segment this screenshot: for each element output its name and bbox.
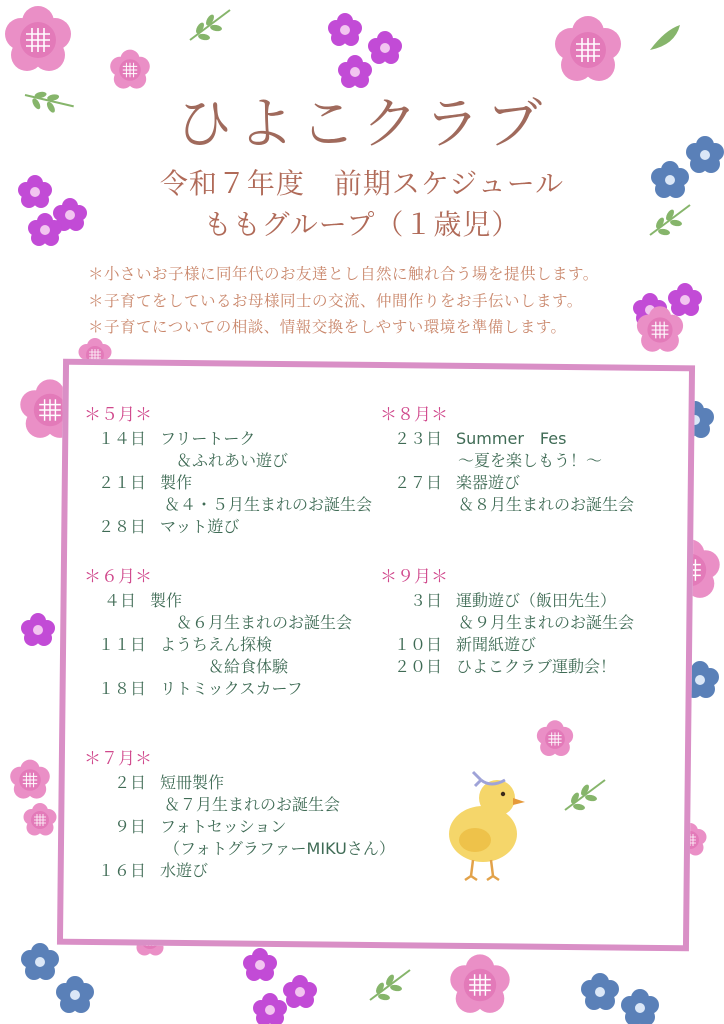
month-june bbox=[84, 566, 352, 700]
month-may bbox=[84, 404, 372, 538]
event: 新聞紙遊び bbox=[456, 635, 537, 654]
schedule-row bbox=[84, 772, 395, 794]
event-note: ～夏を楽しもう！～ bbox=[458, 451, 603, 470]
intro-line-1: ＊小さいお子様に同年代のお友達とし自然に触れ合う場を提供します。 bbox=[88, 265, 599, 283]
event-note: ＆４・５月生まれのお誕生会 bbox=[164, 495, 373, 514]
date: １６日 bbox=[97, 861, 146, 880]
schedule-row bbox=[84, 634, 352, 656]
schedule-row bbox=[84, 516, 372, 538]
month-heading: ＊６月＊ bbox=[84, 567, 152, 587]
month-heading: ＊５月＊ bbox=[84, 405, 152, 425]
event: 製作 bbox=[160, 473, 193, 492]
schedule-row bbox=[84, 472, 372, 494]
month-july bbox=[84, 748, 395, 882]
schedule-row bbox=[84, 860, 395, 882]
date: ２３日 bbox=[393, 429, 442, 448]
month-september bbox=[380, 566, 634, 678]
event: フリートーク bbox=[160, 429, 256, 448]
date: ９日 bbox=[113, 817, 146, 836]
date: ３日 bbox=[409, 591, 442, 610]
schedule-row bbox=[380, 634, 634, 656]
month-heading: ＊８月＊ bbox=[380, 405, 448, 425]
schedule-row bbox=[84, 678, 352, 700]
date: ２日 bbox=[113, 773, 146, 792]
event-note: ＆給食体験 bbox=[208, 657, 289, 676]
date: ２８日 bbox=[97, 517, 146, 536]
intro-line-2: ＊子育てをしているお母様同士の交流、仲間作りをお手伝いします。 bbox=[88, 292, 583, 310]
date: １４日 bbox=[97, 429, 146, 448]
date: １８日 bbox=[97, 679, 146, 698]
event: Summer Fes bbox=[456, 429, 567, 448]
event-note: ＆ふれあい遊び bbox=[176, 451, 289, 470]
schedule-row bbox=[380, 590, 634, 612]
event: フォトセッション bbox=[160, 817, 287, 836]
date: ４日 bbox=[103, 591, 136, 610]
event-note: （フォトグラファーMIKUさん） bbox=[164, 839, 395, 858]
event: 運動遊び（飯田先生） bbox=[456, 591, 617, 610]
schedule-row bbox=[380, 656, 634, 678]
pink-flower-icon bbox=[530, 714, 580, 764]
event: ひよこクラブ運動会！ bbox=[456, 657, 617, 676]
leaf-sprig-icon bbox=[560, 760, 630, 820]
date: ２７日 bbox=[393, 473, 442, 492]
date: ２０日 bbox=[393, 657, 442, 676]
schedule-row bbox=[84, 428, 372, 450]
event-note: ＆６月生まれのお誕生会 bbox=[176, 613, 353, 632]
schedule-row bbox=[380, 472, 634, 494]
event: ようちえん探検 bbox=[160, 635, 273, 654]
event-note: ＆７月生まれのお誕生会 bbox=[164, 795, 341, 814]
date: ２１日 bbox=[97, 473, 146, 492]
schedule-subtitle: 令和７年度 前期スケジュール bbox=[159, 167, 565, 200]
event: 製作 bbox=[150, 591, 183, 610]
schedule-row bbox=[380, 428, 634, 450]
event: 水遊び bbox=[160, 861, 209, 880]
month-heading: ＊７月＊ bbox=[84, 749, 152, 769]
date: １０日 bbox=[393, 635, 442, 654]
group-subtitle: ももグループ（１歳児） bbox=[203, 208, 521, 241]
intro-line-3: ＊子育てについての相談、情報交換をしやすい環境を準備します。 bbox=[88, 318, 567, 336]
event: マット遊び bbox=[160, 517, 240, 536]
schedule-row bbox=[84, 816, 395, 838]
event-note: ＆８月生まれのお誕生会 bbox=[458, 495, 635, 514]
event: 短冊製作 bbox=[160, 773, 225, 792]
month-august bbox=[380, 404, 634, 516]
chick-icon bbox=[435, 766, 535, 886]
event-note: ＆９月生まれのお誕生会 bbox=[458, 613, 635, 632]
page-title: ひよこクラブ bbox=[176, 92, 548, 157]
month-heading: ＊９月＊ bbox=[380, 567, 448, 587]
date: １１日 bbox=[97, 635, 146, 654]
event: リトミックスカーフ bbox=[160, 679, 303, 698]
schedule-row bbox=[84, 590, 352, 612]
event: 楽器遊び bbox=[456, 473, 521, 492]
